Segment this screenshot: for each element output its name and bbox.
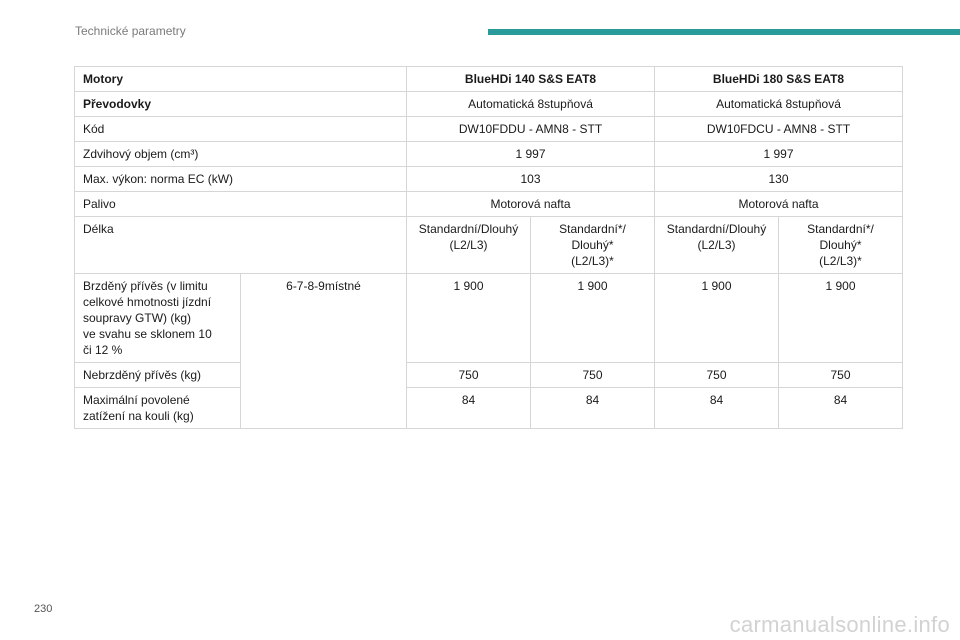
row-label-length: Délka	[75, 217, 407, 274]
unbraked-variant-4: 750	[779, 363, 903, 388]
fuel-engine-1: Motorová nafta	[407, 192, 655, 217]
towball-variant-4: 84	[779, 388, 903, 429]
row-label-fuel: Palivo	[75, 192, 407, 217]
table-row-displacement	[75, 142, 903, 167]
row-label-towball-load: Maximální povolené zatížení na kouli (kg)	[75, 388, 241, 429]
technical-specs-table	[74, 66, 903, 429]
unbraked-variant-2: 750	[531, 363, 655, 388]
towball-variant-3: 84	[655, 388, 779, 429]
length-variant-3: Standardní/Dlouhý (L2/L3)	[655, 217, 779, 274]
towball-variant-2: 84	[531, 388, 655, 429]
length-variant-4: Standardní*/ Dlouhý* (L2/L3)*	[779, 217, 903, 274]
header-accent-bar	[488, 29, 960, 35]
watermark: carmanualsonline.info	[729, 612, 950, 637]
table-row-unbraked-trailer	[75, 363, 903, 388]
row-label-displacement: Zdvihový objem (cm³)	[75, 142, 407, 167]
braked-variant-1: 1 900	[407, 274, 531, 363]
gearbox-engine-2: Automatická 8stupňová	[655, 92, 903, 117]
engine-2-header: BlueHDi 180 S&S EAT8	[655, 67, 903, 92]
row-label-unbraked-trailer: Nebrzděný přívěs (kg)	[75, 363, 241, 388]
displacement-engine-1: 1 997	[407, 142, 655, 167]
power-engine-1: 103	[407, 167, 655, 192]
fuel-engine-2: Motorová nafta	[655, 192, 903, 217]
engine-1-header: BlueHDi 140 S&S EAT8	[407, 67, 655, 92]
displacement-engine-2: 1 997	[655, 142, 903, 167]
braked-variant-2: 1 900	[531, 274, 655, 363]
table-row-power	[75, 167, 903, 192]
unbraked-variant-1: 750	[407, 363, 531, 388]
table-row-towball-load	[75, 388, 903, 429]
row-label-code: Kód	[75, 117, 407, 142]
section-title: Technické parametry	[75, 24, 186, 38]
length-variant-2: Standardní*/ Dlouhý* (L2/L3)*	[531, 217, 655, 274]
unbraked-variant-3: 750	[655, 363, 779, 388]
table-row-gearbox	[75, 92, 903, 117]
gearbox-engine-1: Automatická 8stupňová	[407, 92, 655, 117]
row-label-engines: Motory	[75, 67, 407, 92]
braked-variant-3: 1 900	[655, 274, 779, 363]
braked-variant-4: 1 900	[779, 274, 903, 363]
row-label-braked-trailer: Brzděný přívěs (v limitu celkové hmotnosti jízdní soupravy GTW) (kg) ve svahu se sklonem 10 či 12 %	[75, 274, 241, 363]
table-row-engines	[75, 67, 903, 92]
table-row-fuel	[75, 192, 903, 217]
power-engine-2: 130	[655, 167, 903, 192]
seats-label: 6-7-8-9místné	[241, 274, 407, 429]
table-row-braked-trailer	[75, 274, 903, 363]
row-label-power: Max. výkon: norma EC (kW)	[75, 167, 407, 192]
table-row-length	[75, 217, 903, 274]
code-engine-2: DW10FDCU - AMN8 - STT	[655, 117, 903, 142]
code-engine-1: DW10FDDU - AMN8 - STT	[407, 117, 655, 142]
row-label-gearbox: Převodovky	[75, 92, 407, 117]
page-number: 230	[34, 603, 53, 615]
table-row-code	[75, 117, 903, 142]
length-variant-1: Standardní/Dlouhý (L2/L3)	[407, 217, 531, 274]
towball-variant-1: 84	[407, 388, 531, 429]
